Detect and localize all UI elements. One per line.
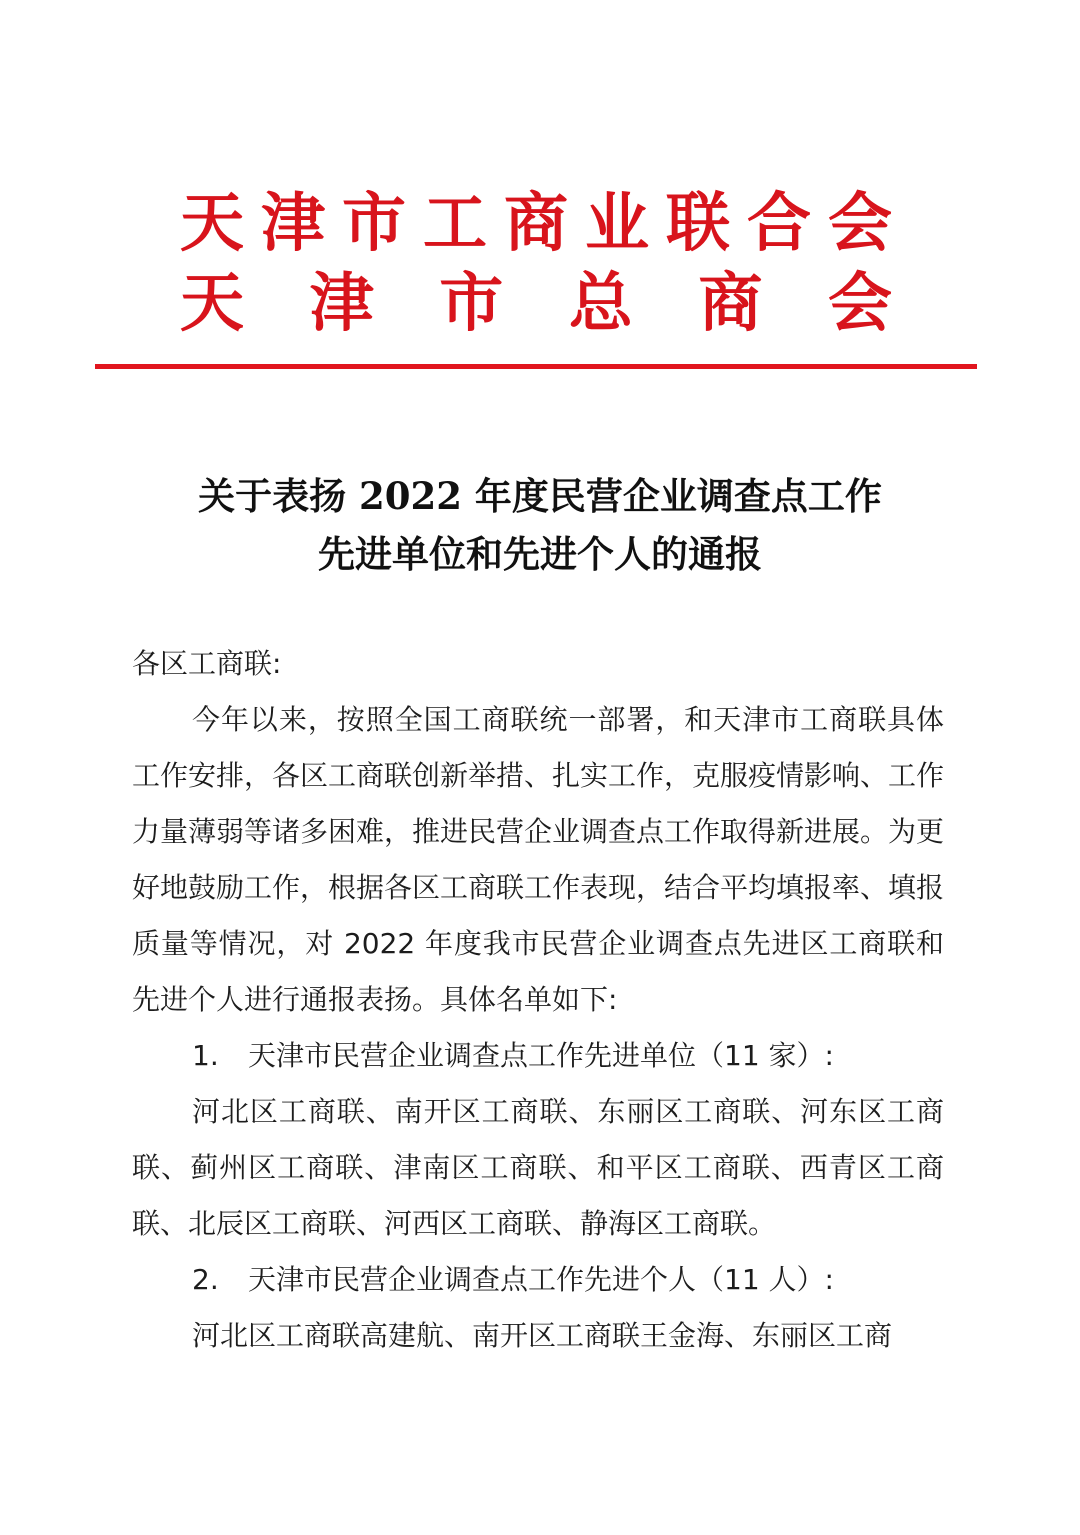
list-item-heading-2 [132, 1252, 944, 1308]
list-number: 2. [192, 1263, 219, 1296]
letterhead-char: 联 [666, 186, 730, 261]
list-item-content-1: 河北区工商联、南开区工商联、东丽区工商联、河东区工商联、蓟州区工商联、津南区工商联、和平区工商联、西青区工商联、北辰区工商联、河西区工商联、静海区工商联。 [132, 1095, 944, 1240]
letterhead-line-2 [180, 266, 892, 341]
letterhead-line-1 [180, 186, 892, 261]
letterhead-char: 会 [827, 266, 892, 341]
document-title-line-1: 关于表扬 2022 年度民营企业调查点工作 [198, 474, 882, 518]
list-heading-text: 天津市民营企业调查点工作先进个人（11 人）: [248, 1263, 834, 1296]
letterhead-char: 总 [568, 266, 633, 341]
letterhead-char: 市 [439, 266, 504, 341]
letterhead-char: 商 [504, 186, 568, 261]
letterhead-red-rule [95, 364, 977, 369]
salutation: 各区工商联: [132, 647, 282, 680]
letterhead-char: 津 [261, 186, 325, 261]
list-item-content-2: 河北区工商联高建航、南开区工商联王金海、东丽区工商 [192, 1319, 893, 1352]
letterhead-char: 会 [828, 186, 892, 261]
document-title-line-2: 先进单位和先进个人的通报 [318, 532, 762, 576]
list-heading-text: 天津市民营企业调查点工作先进单位（11 家）: [248, 1039, 834, 1072]
letterhead-char: 天 [180, 266, 244, 341]
letterhead-char: 天 [180, 186, 244, 261]
letterhead-char: 商 [698, 266, 763, 341]
letterhead-char: 市 [342, 186, 406, 261]
letterhead-char: 津 [309, 266, 374, 341]
letterhead-char: 业 [585, 186, 649, 261]
letterhead-char: 工 [423, 186, 487, 261]
document-body [132, 636, 944, 1364]
letterhead-char: 合 [747, 186, 811, 261]
body-paragraph: 今年以来，按照全国工商联统一部署，和天津市工商联具体工作安排，各区工商联创新举措、扎实工作，克服疫情影响、工作力量薄弱等诸多困难，推进民营企业调查点工作取得新进展。为更好地鼓励工作，根据各区工商联工作表现，结合平均填报率、填报质量等情况，对 2022 年度我市民营企业调查点先进区工商联和先进个人进行通报表扬。具体名单如下: [132, 703, 945, 1016]
list-item-heading-1 [132, 1028, 944, 1084]
list-number: 1. [192, 1039, 219, 1072]
